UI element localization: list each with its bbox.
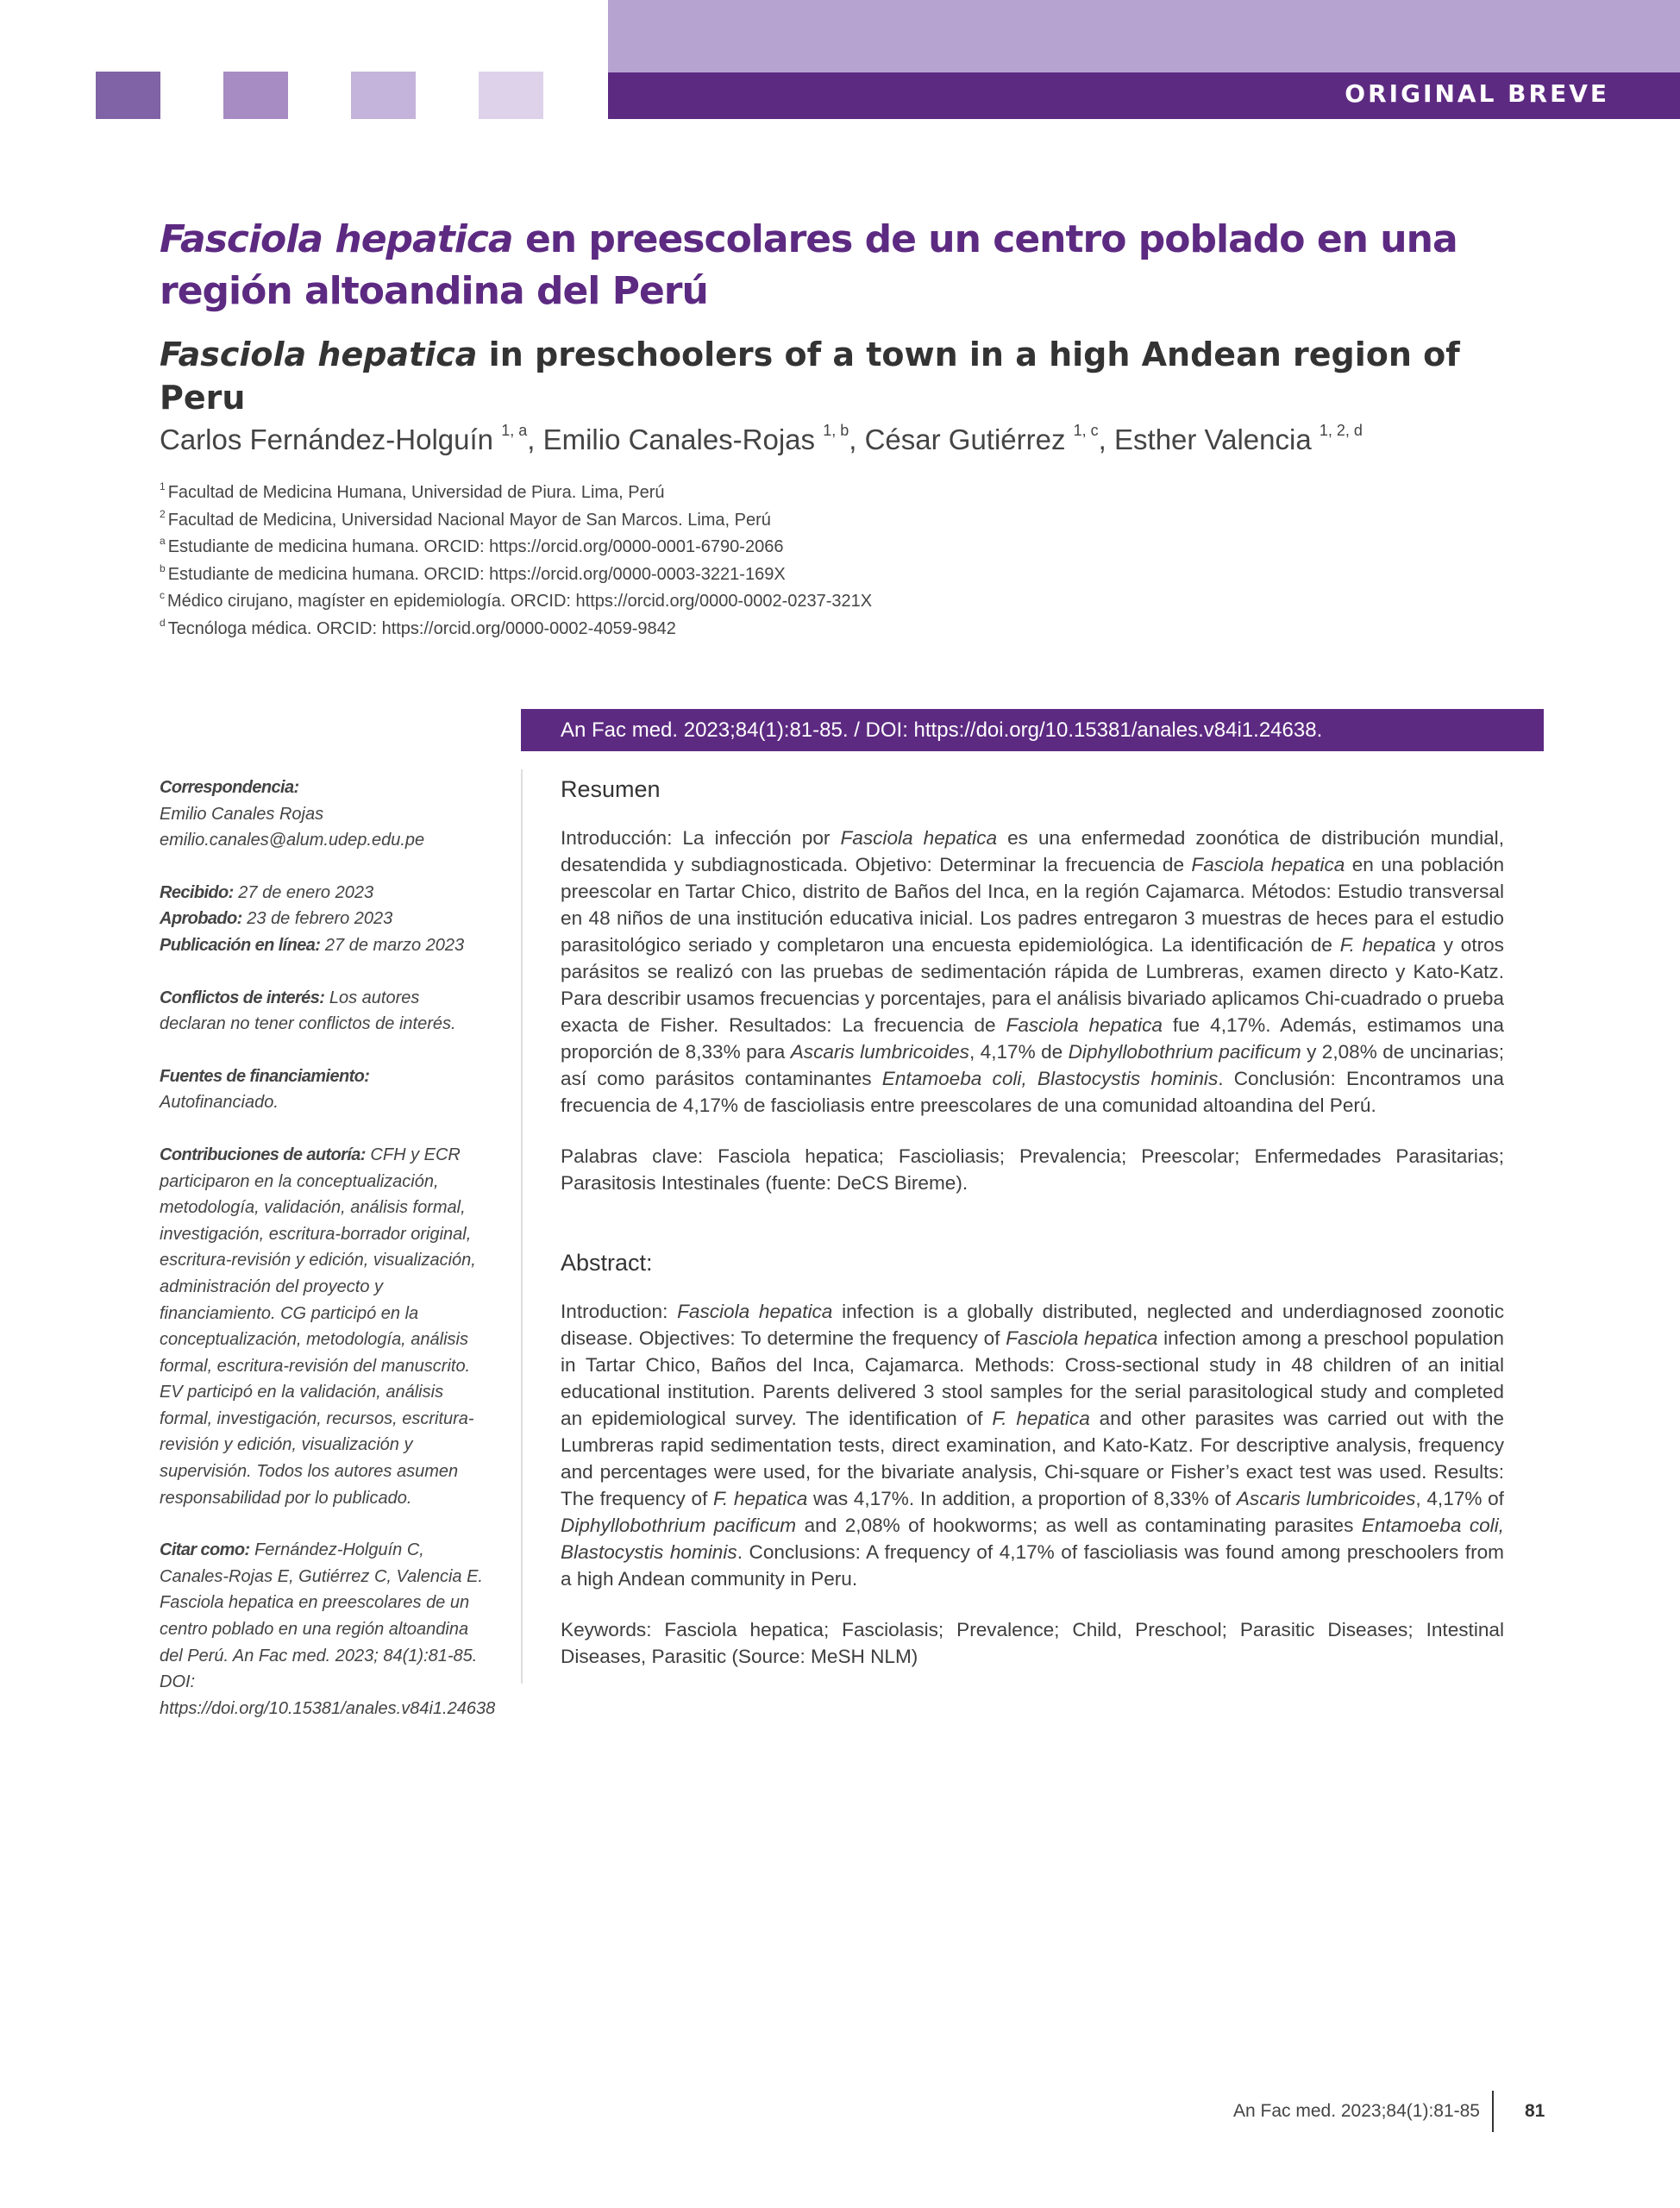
affiliation-item [160,616,1281,643]
affiliation-text: Facultad de Medicina, Universidad Nacional Mayor de San Marcos. Lima, Perú [167,510,771,530]
abstract-text: . [737,1541,749,1563]
abstract-text: and 2,08% of hookworms; as well as contaminating parasites [796,1515,1362,1536]
resumen-text: en una población preescolar en Tartar Chico, distrito de Baños del Inca, en la región Cajamarca. [561,854,1505,902]
article-info-sidebar [160,775,496,1747]
species-name: F. hepatica [713,1488,808,1509]
species-name: Ascaris lumbricoides [790,1041,969,1063]
species-name: Entamoeba coli, Blastocystis hominis [881,1068,1219,1089]
resumen-text: Estudio transversal en 48 niños de una institución educativa inicial. Los padres entregaron 3 muestras de heces para el estudio parasitológico seriado y completaron una encuesta epidemiológica. La identificación de [561,881,1504,956]
affiliation-mark: 2 [160,507,166,520]
affiliation-mark: d [160,616,166,629]
approved-date: 23 de febrero 2023 [241,909,393,929]
author-name: Carlos Fernández-Holguín [160,423,494,455]
species-name: Fasciola hepatica [1006,1014,1163,1036]
author-affil-mark: 1, 2, d [1319,422,1363,439]
species-name: Diphyllobothrium pacificum [1068,1041,1301,1063]
resumen-methods-label: Métodos: [1251,881,1332,902]
affiliation-text: Facultad de Medicina Humana, Universidad de Piura. Lima, Perú [167,483,665,502]
species-name: Ascaris lumbricoides [1236,1488,1416,1509]
species-name: F. hepatica [1339,934,1436,956]
received-label: Recibido: [160,882,234,902]
section-label: ORIGINAL BREVE [1345,79,1609,108]
species-name: Diphyllobothrium pacificum [561,1515,797,1536]
species-name: F. hepatica [992,1408,1090,1429]
resumen-text: La frecuencia de [831,1014,1006,1036]
keywords-label: Palabras clave: [561,1145,704,1167]
title-rest: en preescolares de un centro poblado en una región altoandina del Perú [160,217,1457,313]
species-name: Entamoeba coli, Blastocystis hominis [561,1515,1504,1563]
dates-block [160,880,487,959]
affiliation-list [160,480,1281,643]
cite-as-label: Citar como: [160,1540,250,1560]
approved-label: Aprobado: [160,909,242,929]
footer-divider [1492,2091,1494,2132]
abstract-column [561,775,1504,1670]
affiliation-text: Estudiante de medicina humana. ORCID: https://orcid.org/0000-0001-6790-2066 [167,537,784,557]
abstract-body [561,1298,1504,1592]
abstract-text: and other parasites was carried out with the Lumbreras rapid sedimentation tests, direct examination, and Kato-Katz. For descriptive analysis, frequency and percentages were used, for the bivariate analysis, Chi-square or Fisher’s exact test was used. [561,1408,1504,1483]
resumen-text: es una enfermedad zoonótica de distribución mundial, desatendida y subdiagnosticada. [561,827,1504,875]
keywords-label: Keywords: [561,1619,652,1640]
received-date: 27 de enero 2023 [233,882,374,902]
abstract-text: infection among a preschool population in Tartar Chico, Baños del Inca, Cajamarca. [561,1327,1504,1376]
conflicts-label: Conflictos de interés: [160,988,325,1007]
affiliation-item [160,588,1281,616]
species-name: Fasciola hepatica [1191,854,1345,875]
resumen-objective-label: Objetivo: [855,854,932,875]
author-affil-mark: 1, a [501,422,528,439]
cite-as-text: Fernández-Holguín C, Canales-Rojas E, Gutiérrez C, Valencia E. Fasciola hepatica en preescolares de un centro poblado en una región altoandina del Perú. An Fac med. 2023; 84(1):81-85. DOI: https://doi.org/10.15381/anales.v84i1.24638 [160,1540,496,1718]
affiliation-item [160,507,1281,535]
resumen-body [561,825,1504,1119]
funding-label: Fuentes de financiamiento: [160,1066,370,1086]
decor-square-4 [479,72,543,119]
contributions-label: Contribuciones de autoría: [160,1145,366,1164]
title-species: Fasciola hepatica [160,217,513,261]
author-affil-mark: 1, c [1073,422,1099,439]
author-list: Carlos Fernández-Holguín $^{1, a}$, Emilio Canales-Rojas $^{1, b}$, César Gutiérrez $^{1, c}$, Esther Valencia $^{1, 2, d}$ [160,422,1363,455]
correspondence-label: Correspondencia: [160,778,299,797]
decor-square-1 [96,72,160,119]
abstract-keywords [561,1616,1504,1670]
abstract-text: , 4,17% of [1415,1488,1504,1509]
keywords-text: Fasciola hepatica; Fascioliasis; Prevalencia; Preescolar; Enfermedades Parasitarias; Parasitosis Intestinales (fuente: DeCS Bireme). [561,1145,1504,1194]
affiliation-mark: c [160,589,165,602]
abstract-heading: Abstract: [561,1250,653,1276]
footer-journal-citation: An Fac med. 2023;84(1):81-85 [1232,2101,1480,2121]
affiliation-item [160,561,1281,589]
contributions-text: CFH y ECR participaron en la conceptualización, metodología, validación, análisis formal, investigación, escritura-borrador original, escritura-revisión y edición, visualización, administración del proyecto y financiamiento. CG participó en la conceptualización, metodología, análisis formal, escritura-revisión del manuscrito. EV participó en la validación, análisis formal, investigación, recursos, escritura-revisión y edición, visualización y supervisión. Todos los autores asumen responsabilidad por lo publicado. [160,1145,476,1508]
article-subtitle [160,333,1557,419]
abstract-text: : The frequency of [561,1461,1504,1509]
resumen-conclusion-label: Conclusión: [1233,1068,1336,1089]
abstract-text: : To determine the frequency of [730,1327,1006,1349]
resumen-text: , 4,17% de [969,1041,1069,1063]
subtitle-rest: in preschoolers of a town in a high Andean region of Peru [160,336,1460,417]
resumen-text: Encontramos una frecuencia de 4,17% de fascioliasis entre preescolares de una comunidad altoandina del Perú. [561,1068,1504,1116]
published-label: Publicación en línea: [160,935,321,955]
author-name: Emilio Canales-Rojas [542,423,816,455]
correspondence-email[interactable]: emilio.canales@alum.udep.edu.pe [160,831,425,850]
conflicts-block [160,985,487,1038]
page-number: 81 [1525,2101,1545,2121]
affiliation-text: Estudiante de medicina humana. ORCID: https://orcid.org/0000-0003-3221-169X [167,564,786,584]
resumen-text: La infección por [672,827,841,849]
affiliation-item [160,480,1281,507]
funding-block [160,1063,487,1116]
abstract-text: was 4,17%. In addition, a proportion of 8,33% of [807,1488,1237,1509]
citation-doi-band: An Fac med. 2023;84(1):81-85. / DOI: https://doi.org/10.15381/anales.v84i1.24638. [521,709,1544,751]
affiliation-text: Tecnóloga médica. ORCID: https://orcid.org/0000-0002-4059-9842 [167,618,676,638]
correspondence-name: Emilio Canales Rojas [160,804,324,824]
resumen-text: Determinar la frecuencia de [931,854,1192,875]
abstract-methods-label: Methods [974,1354,1050,1376]
author-affil-mark: 1, b [823,422,849,439]
header-band-light [608,0,1680,72]
conflicts-text: Los autores declaran no tener conflictos de interés. [160,988,456,1034]
column-divider [521,769,523,1684]
affiliation-mark: b [160,561,166,574]
abstract-text: : A frequency of 4,17% of fascioliasis was found among preschoolers from a high Andean community in Peru. [561,1541,1504,1590]
article-title [160,214,1557,317]
affiliation-mark: a [160,535,166,548]
species-name: Fasciola hepatica [668,1301,833,1322]
decor-square-3 [351,72,416,119]
abstract-conclusions-label: Conclusions [749,1541,856,1563]
resumen-text: y 2,08% de uncinarias; así como parásitos contaminantes [561,1041,1504,1089]
abstract-intro-label: Introduction: [561,1301,668,1322]
resumen-intro-label: Introducción: [561,827,673,849]
resumen-heading: Resumen [561,776,661,802]
resumen-results-label: Resultados: [729,1014,832,1036]
author-name: César Gutiérrez [864,423,1066,455]
cite-as-block [160,1537,496,1722]
resumen-keywords [561,1143,1504,1196]
species-name: Fasciola hepatica [840,827,998,849]
resumen-text: y otros parásitos se realizó con las pruebas de sedimentación rápida de Lumbreras, examen directo y Kato-Katz. Para describir usamos frecuencias y porcentajes, para el análisis bivariado aplicamos Chi-cuadrado o prueba exacta de Fisher. [561,934,1504,1036]
subtitle-species: Fasciola hepatica [160,336,478,373]
affiliation-mark: 1 [160,480,166,492]
contributions-block [160,1142,487,1511]
affiliation-text: Médico cirujano, magíster en epidemiología. ORCID: https://orcid.org/0000-0002-0237-321X [167,592,873,612]
affiliation-item [160,534,1281,561]
funding-text: Autofinanciado. [160,1093,279,1113]
abstract-results-label: Results [1433,1461,1499,1483]
abstract-text: : Cross-sectional study in 48 children of an initial educational institution. Parents delivered 3 stool samples for the serial parasitological study and completed an epidemiological survey. The identification of [561,1354,1504,1429]
resumen-text: . [1218,1068,1234,1089]
keywords-text: Fasciola hepatica; Fasciolasis; Prevalence; Child, Preschool; Parasitic Diseases; Intestinal Diseases, Parasitic (Source: MeSH NLM) [561,1619,1504,1667]
published-date: 27 de marzo 2023 [320,935,465,955]
author-name: Esther Valencia [1114,423,1312,455]
abstract-text: infection is a globally distributed, neglected and underdiagnosed zoonotic disease. [561,1301,1504,1349]
species-name: Fasciola hepatica [1006,1327,1158,1349]
resumen-text: fue 4,17%. Además, estimamos una proporción de 8,33% para [561,1014,1504,1063]
correspondence-block [160,775,487,854]
decor-square-2 [223,72,288,119]
abstract-objectives-label: Objectives [638,1327,730,1349]
